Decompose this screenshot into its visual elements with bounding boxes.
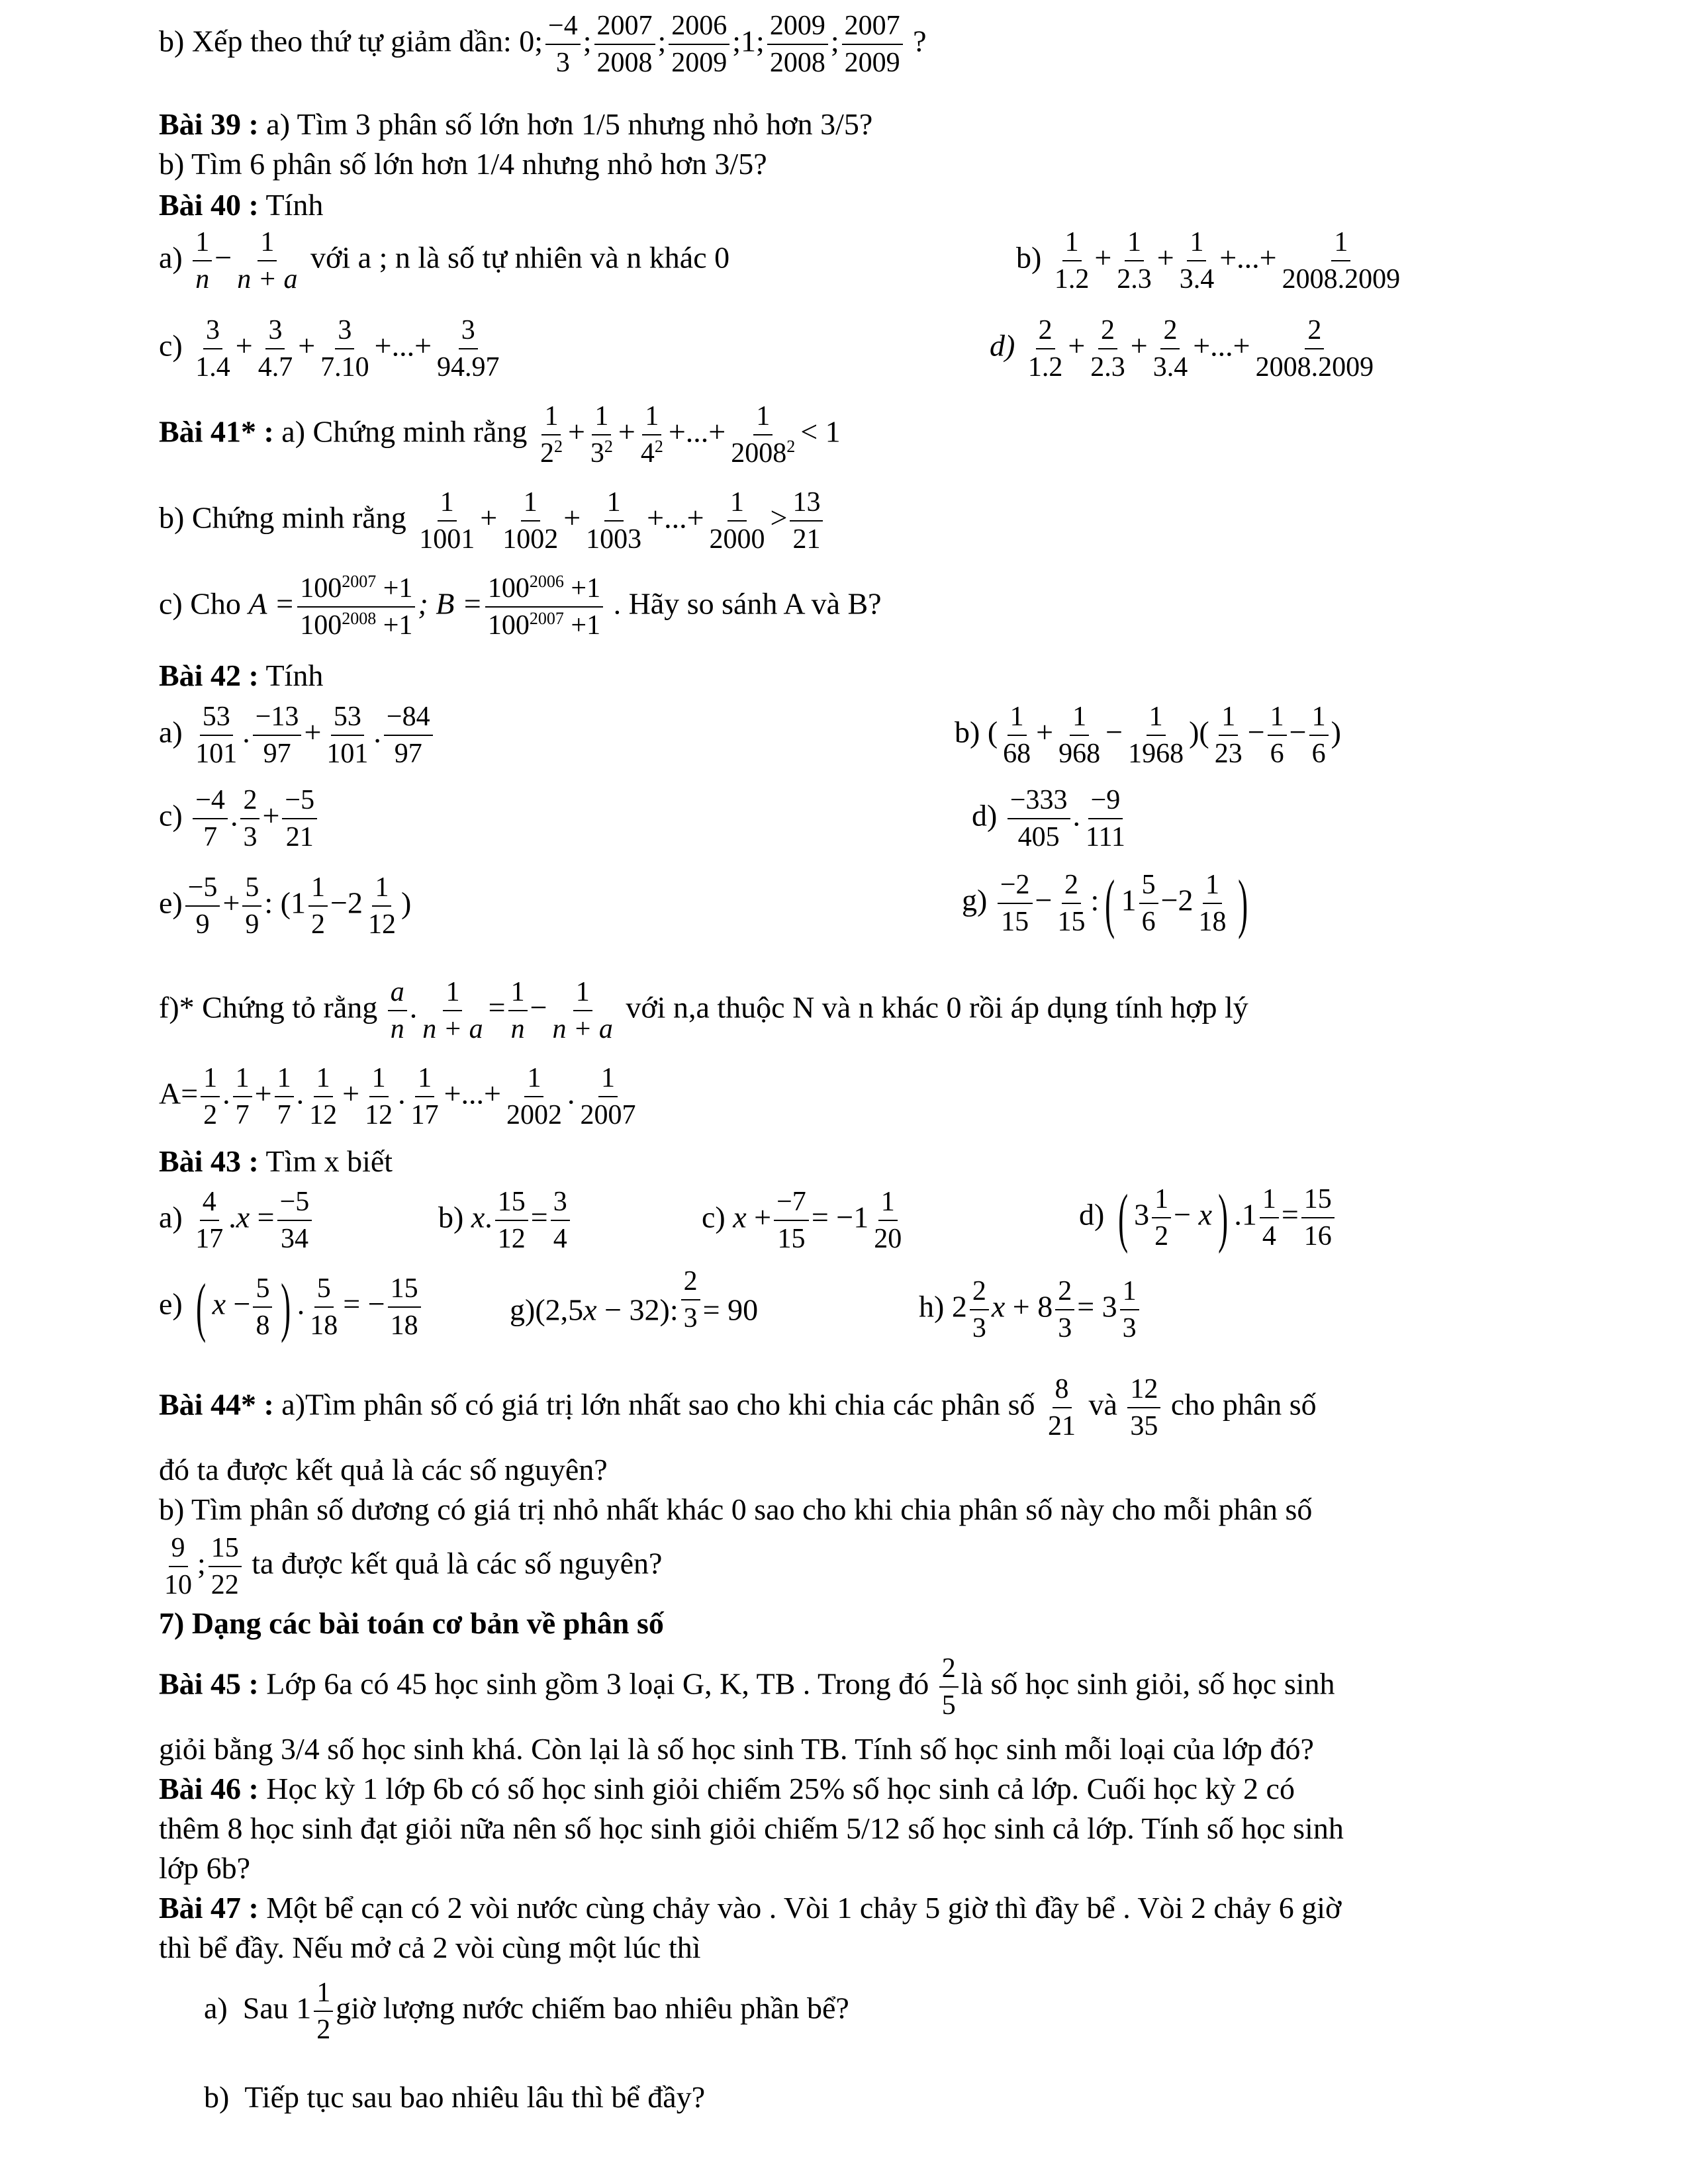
b44-b-line: b) Tìm phân số dương có giá trị nhỏ nhất khác 0 sao cho khi chia phân số này cho mỗi phân số — [159, 1492, 1313, 1526]
b42-d: d) $\frac{-333}{405}$ . $\frac{-9}{111}$ — [972, 785, 1125, 852]
b42-e: e) $\frac{-5}{9}$ + $\frac{5}{9}$ : (1 $\frac{1}{2}$ −2 $\frac{1}{12}$ ) — [159, 872, 412, 940]
b38-b-label: b) Xếp theo thứ tự giảm dần: 0; — [159, 24, 543, 58]
b42-c: c) $\frac{-4}{7}$ . $\frac{2}{3}$ + $\frac{-5}{21}$ — [159, 786, 320, 851]
b46-line3: lớp 6b? — [159, 1851, 251, 1885]
b47-title: Bài 47 : — [159, 1891, 259, 1925]
b45-line2: giỏi bằng 3/4 số học sinh khá. Còn lại là số học sinh TB. Tính số học sinh mỗi loại của lớp đó? — [159, 1732, 1314, 1766]
b45-title: Bài 45 : — [159, 1666, 259, 1701]
fraction: $\frac{2007}{2008}$ — [594, 12, 655, 77]
b43-h: h) 2 $\frac{2}{3}$ x + 8 $\frac{2}{3}$ = 3 $\frac{1}{3}$ — [919, 1277, 1142, 1342]
document-page — [159, 0, 1562, 2184]
b42-title-line: Bài 42 : Tính — [159, 659, 324, 692]
b43-d: d) ( 3 $\frac{1}{2}$ − x) .1 $\frac{1}{4}$ = $\frac{15}{16}$ — [1079, 1185, 1337, 1251]
b40-b: b) $\frac{1}{1.2}$ + $\frac{1}{2.3}$ + $\frac{1}{3.4}$ +...+ $\frac{1}{2008.2009}$ — [1016, 227, 1401, 295]
b47-b: b) Tiếp tục sau bao nhiêu lâu thì bể đầy? — [204, 2080, 706, 2114]
b39-a-line: Bài 39 : a) Tìm 3 phân số lớn hơn 1/5 nhưng nhỏ hơn 3/5? — [159, 107, 873, 141]
b43-a: a) $\frac{4}{17}$ .x = $\frac{-5}{34}$ — [159, 1188, 314, 1253]
b44-a-line: Bài 44* : a)Tìm phân số có giá trị lớn nhất sao cho khi chia các phân số $\frac{8}{21}$ và $\frac{12}{35}$ cho phân số — [159, 1374, 1317, 1441]
b40-title: Bài 40 : — [159, 188, 259, 222]
b42-a: a) $\frac{53}{101}$ . $\frac{-13}{97}$ + $\frac{53}{101}$ . $\frac{-84}{97}$ — [159, 703, 436, 768]
b43-b: b) x. $\frac{15}{12}$ = $\frac{3}{4}$ — [438, 1188, 573, 1253]
b39-b-line: b) Tìm 6 phân số lớn hơn 1/4 nhưng nhỏ hơn 3/5? — [159, 147, 767, 181]
b41-b: b) Chứng minh rằng $\frac{1}{1001}$ + $\frac{1}{1002}$ + $\frac{1}{1003}$ +...+ $\frac{1}{2000}$ > $\frac{13}{21}$ — [159, 488, 825, 553]
b40-title-line: Bài 40 : Tính — [159, 188, 324, 222]
b40-d: d) $\frac{2}{1.2}$ + $\frac{2}{2.3}$ + $\frac{2}{3.4}$ +...+ $\frac{2}{2008.2009}$ — [990, 315, 1374, 383]
b46-line2: thêm 8 học sinh đạt giỏi nữa nên số học sinh giỏi chiếm 5/12 số học sinh cả lớp. Tính số học sinh — [159, 1811, 1344, 1845]
b43-c: c) x + $\frac{-7}{15}$ = −1 $\frac{1}{20}$ — [702, 1187, 902, 1254]
b44-b-cont: $\frac{9}{10}$ ; $\frac{15}{22}$ ta được kết quả là các số nguyên? — [164, 1533, 663, 1600]
b43-title-line: Bài 43 : Tìm x biết — [159, 1144, 393, 1178]
fraction: $\frac{2007}{2009}$ — [842, 12, 903, 77]
b44-title: Bài 44* : — [159, 1387, 274, 1422]
b39-title: Bài 39 : — [159, 107, 259, 141]
b42-f-A: A= $\frac{1}{2}$ . $\frac{1}{7}$ + $\frac{1}{7}$ . $\frac{1}{12}$ + $\frac{1}{12}$ . $\frac{1}{17}$ +...+ $\frac{1}{2002}$ . $\frac{1}{2007}$ — [159, 1063, 636, 1130]
b43-g: g)(2,5x − 32): $\frac{2}{3}$ = 90 — [510, 1266, 759, 1334]
b43-e: e) ( x − $\frac{5}{8}$ ) . $\frac{5}{18}$ = − $\frac{15}{18}$ — [159, 1274, 424, 1340]
b41-c: c) Cho A = $\frac{100^{2007} +1}{100^{2008} +1}$ ; B = $\frac{100^{2006} +1}{100^{2007} +1}$ . Hãy so sánh A và B? — [159, 572, 882, 641]
b46-title: Bài 46 : — [159, 1772, 259, 1805]
b47-line1: Bài 47 : Một bể cạn có 2 vòi nước cùng chảy vào . Vòi 1 chảy 5 giờ thì đầy bể . Vòi 2 chảy 6 giờ — [159, 1891, 1342, 1925]
b42-b: b) ( $\frac{1}{68}$ + $\frac{1}{968}$ − $\frac{1}{1968}$ )( $\frac{1}{23}$ − $\frac{1}{6}$ − $\frac{1}{6}$ ) — [955, 702, 1341, 769]
b47-line2: thì bể đầy. Nếu mở cả 2 vòi cùng một lúc thì — [159, 1931, 701, 1964]
b42-f: f)* Chứng tỏ rằng $\frac{a}{n}$ . $\frac{1}{n + a}$ = $\frac{1}{n}$ − $\frac{1}{n + a}$ với n,a thuộc N và n khác 0 rồi áp dụng tính hợp lý — [159, 977, 1248, 1044]
b43-title: Bài 43 : — [159, 1144, 259, 1178]
b38-b-line: b) Xếp theo thứ tự giảm dần: 0; $\frac{-4}{3}$ ; $\frac{2007}{2008}$ ; $\frac{2006}{2009}$ ;1; $\frac{2009}{2008}$ ; $\frac{2007}{2009}$ ? — [159, 11, 927, 78]
b46-line1: Bài 46 : Học kỳ 1 lớp 6b có số học sinh giỏi chiếm 25% số học sinh cả lớp. Cuối học kỳ 2 có — [159, 1772, 1295, 1805]
fraction: $\frac{2009}{2008}$ — [767, 12, 828, 77]
b40-a: a) $\frac{1}{n}$ − $\frac{1}{n + a}$ với a ; n là số tự nhiên và n khác 0 — [159, 227, 730, 295]
b40-c: c) $\frac{3}{1.4}$ + $\frac{3}{4.7}$ + $\frac{3}{7.10}$ +...+ $\frac{3}{94.97}$ — [159, 315, 500, 383]
b42-g: g) $\frac{-2}{15}$ − $\frac{2}{15}$ :( 1 $\frac{5}{6}$ −2 $\frac{1}{18}$ ) — [962, 866, 1248, 940]
fraction: $\frac{-4}{3}$ — [545, 12, 581, 77]
section-7-heading: 7) Dạng các bài toán cơ bản về phân số — [159, 1606, 664, 1640]
b41-a: Bài 41* : a) Chứng minh rằng $\frac{1}{2^2}$ + $\frac{1}{3^2}$ + $\frac{1}{4^2}$ +...+ $\frac{1}{2008^2}$ < 1 — [159, 401, 841, 469]
b41-title: Bài 41* : — [159, 414, 274, 449]
b42-title: Bài 42 : — [159, 659, 259, 692]
b45-line1: Bài 45 : Lớp 6a có 45 học sinh gồm 3 loại G, K, TB . Trong đó $\frac{2}{5}$ là số học sinh giỏi, số học sinh — [159, 1653, 1335, 1721]
fraction: $\frac{2006}{2009}$ — [669, 12, 729, 77]
b44-a-cont: đó ta được kết quả là các số nguyên? — [159, 1453, 608, 1486]
b47-a: a) Sau 1 $\frac{1}{2}$ giờ lượng nước chiếm bao nhiêu phần bể? — [204, 1978, 849, 2045]
